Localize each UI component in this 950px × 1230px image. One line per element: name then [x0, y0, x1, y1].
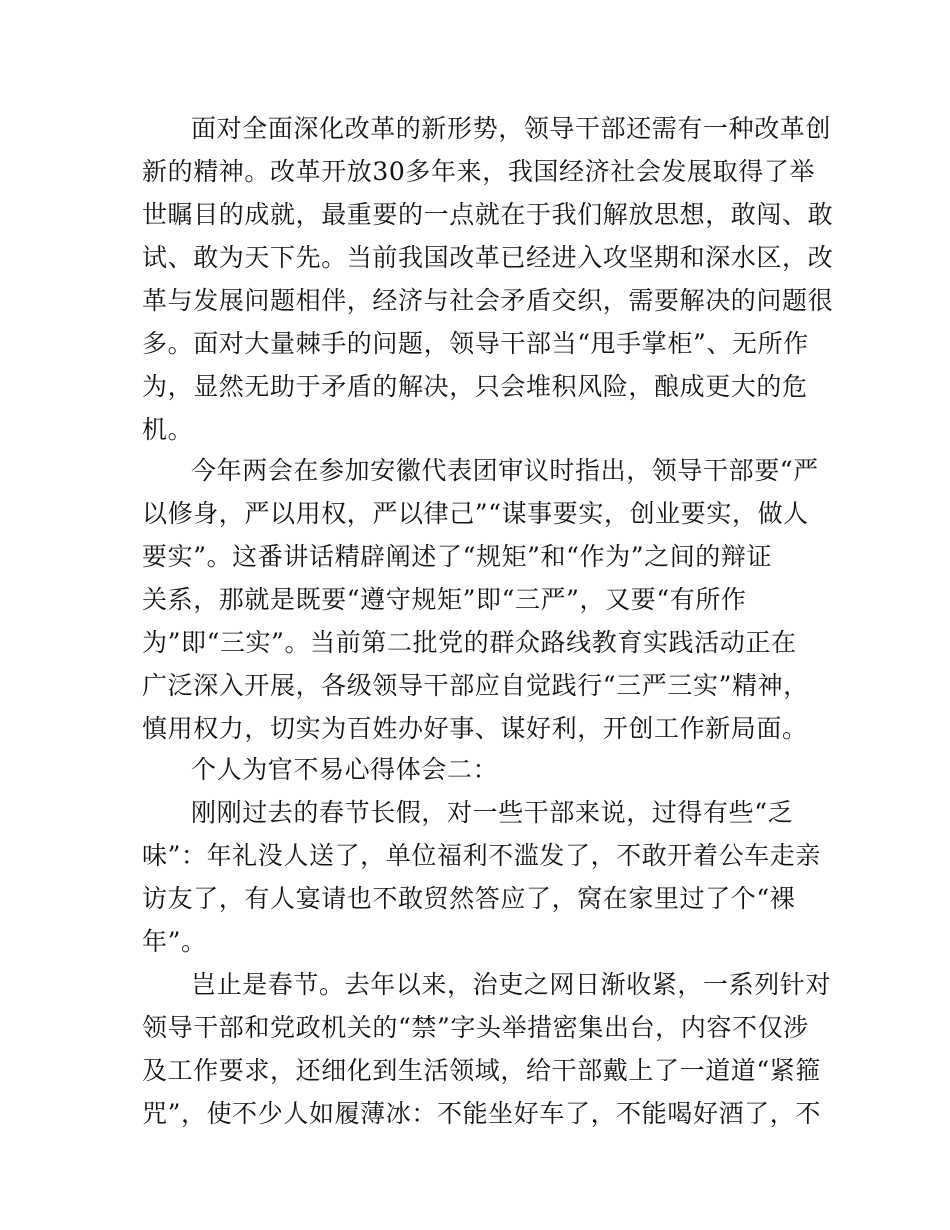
text-line: 广泛深入开展，各级领导干部应自觉践行“三严三实”精神，	[142, 671, 809, 700]
text-line: 咒”，使不少人如履薄冰：不能坐好车了，不能喝好酒了，不	[142, 1099, 821, 1128]
text-line: 革与发展问题相伴，经济与社会矛盾交织，需要解决的问题很	[142, 286, 834, 315]
text-line: 试、敢为天下先。当前我国改革已经进入攻坚期和深水区，改	[142, 243, 834, 272]
text-line: 要实”。这番讲话精辟阐述了“规矩”和“作为”之间的辩证	[142, 542, 773, 571]
text-line: 访友了，有人宴请也不敢贸然答应了，窝在家里过了个“裸	[142, 884, 796, 913]
text-line: 面对全面深化改革的新形势，领导干部还需有一种改革创	[191, 114, 832, 143]
text-line: 慎用权力，切实为百姓办好事、谋好利，开创工作新局面。	[142, 714, 808, 743]
text-line: 新的精神。改革开放30多年来，我国经济社会发展取得了举	[142, 157, 816, 186]
text-line: 今年两会在参加安徽代表团审议时指出，领导干部要“严	[191, 456, 819, 485]
text-line: 以修身，严以用权，严以律己”“谋事要实，创业要实，做人	[142, 499, 809, 528]
text-line: 岂止是春节。去年以来，治吏之网日渐收紧，一系列针对	[191, 970, 832, 999]
text-line: 多。面对大量棘手的问题，领导干部当“甩手掌柜”、无所作	[142, 329, 809, 358]
text-line: 味”：年礼没人送了，单位福利不滥发了，不敢开着公车走亲	[142, 841, 821, 870]
text-line: 刚刚过去的春节长假，对一些干部来说，过得有些“乏	[191, 798, 794, 827]
text-line: 世瞩目的成就，最重要的一点就在于我们解放思想，敢闯、敢	[142, 200, 834, 229]
text-line: 及工作要求，还细化到生活领域，给干部戴上了一道道“紧箍	[142, 1056, 821, 1085]
text-line: 关系，那就是既要“遵守规矩”即“三严”，又要“有所作	[142, 585, 747, 614]
text-line: 机。	[142, 415, 194, 444]
text-line: 为，显然无助于矛盾的解决，只会堆积风险，酿成更大的危	[142, 372, 808, 401]
text-line: 为”即“三实”。当前第二批党的群众路线教育实践活动正在	[142, 628, 797, 657]
text-line: 年”。	[142, 927, 207, 956]
section-heading: 个人为官不易心得体会二：	[191, 755, 499, 784]
text-line: 领导干部和党政机关的“禁”字头举措密集出台，内容不仅涉	[142, 1013, 809, 1042]
